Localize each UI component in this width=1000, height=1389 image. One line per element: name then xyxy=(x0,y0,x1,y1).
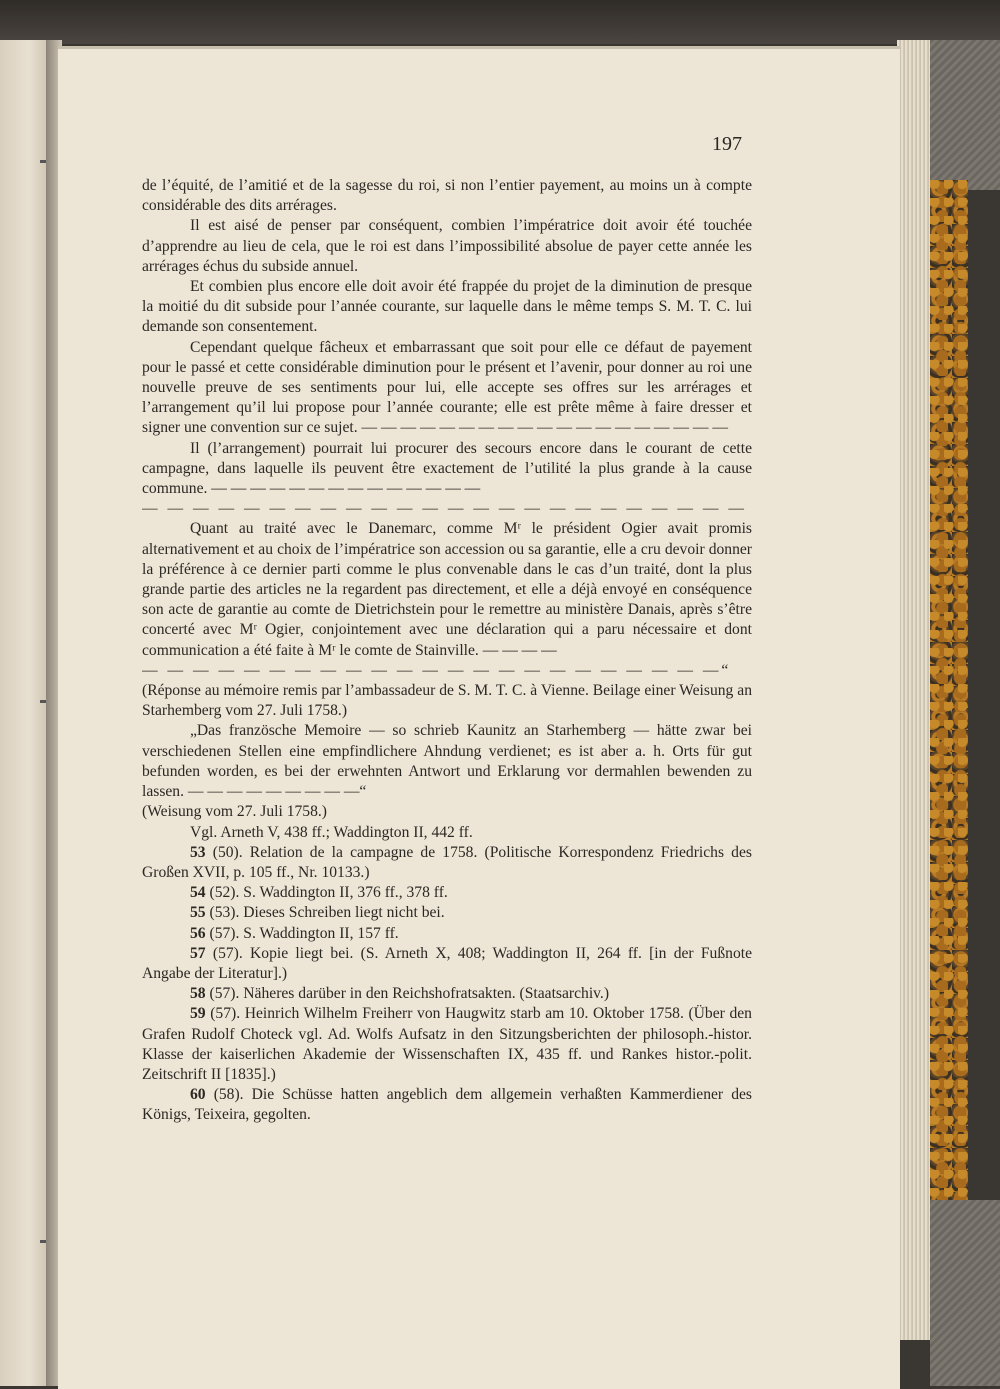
note-ref: (52). xyxy=(209,884,240,902)
paragraph: Quant au traité avec le Danemarc, comme Mʳ le président Ogier avait promis alternativement et au choix de l’impératrice son accession ou sa garantie, elle a cru devoir donner la préférence à ce dernier parti comme le plus convenable dans le cas d’un traité, dont la plus grande partie des articles ne la regardent pas directement, et elle a déjà envoyé en conséquence son acte de garantie au comte de Dietrichstein pour le remettre au ministère Danais, après s’être concerté avec Mʳ Ogier, conjointement avec une déclaration qui a paru nécessaire et dont communication a été faite à Mʳ le comte de Stainville. — — — — xyxy=(142,520,752,659)
note-number: 56 xyxy=(190,924,206,942)
facing-page-edge xyxy=(0,40,48,1386)
note-text: S. Waddington II, 376 ff., 378 ff. xyxy=(243,884,448,902)
note-item xyxy=(142,843,752,883)
book-cover-cloth xyxy=(930,40,1000,190)
body-text xyxy=(142,176,752,1126)
note-ref: (57). xyxy=(212,944,243,962)
note-item xyxy=(142,984,752,1004)
note-item xyxy=(142,924,752,944)
paragraph: Et combien plus encore elle doit avoir été frappée du projet de la diminution de presque la moitié du dit subside pour l’année courante, sur laquelle dans le même temps S. M. T. C. lui demande son consentement. xyxy=(142,278,752,336)
note-ref: (53). xyxy=(209,904,240,922)
note-number: 59 xyxy=(190,1005,206,1023)
dash-line: — — — — — — — — — — — — — — — — — — — — — — —“ xyxy=(142,661,732,679)
note-number: 58 xyxy=(190,985,206,1003)
note-text: Die Schüsse hatten angeblich dem allgemein verhaßten Kammerdiener des Königs, Teixeira, gegolten. xyxy=(142,1086,752,1124)
note-item xyxy=(142,1085,752,1125)
note-ref: (57). xyxy=(210,1005,241,1023)
page-number: 197 xyxy=(712,133,742,155)
note-item xyxy=(142,944,752,984)
note-number: 55 xyxy=(190,904,206,922)
paragraph: (Weisung vom 27. Juli 1758.) xyxy=(142,803,327,821)
note-number: 54 xyxy=(190,884,206,902)
paragraph: Il est aisé de penser par conséquent, combien l’impératrice doit avoir été touchée d’apprendre au lieu de cela, que le roi est dans l’impossibilité absolue de payer cette année les arrérages échus du subside annuel. xyxy=(142,217,752,275)
note-ref: (58). xyxy=(213,1086,244,1104)
paragraph: „Das französche Memoire — so schrieb Kaunitz an Starhemberg — hätte zwar bei verschiedenen Stellen eine empfindlichere Ahndung verdienet; es ist aber a. h. Orts für gut befunden worden, es bei der erwehnten Antwort und Erklarung vor dermahlen bewenden zu lassen. — — — — — — — — —“ xyxy=(142,722,752,801)
note-text: Dieses Schreiben liegt nicht bei. xyxy=(243,904,445,922)
book-cover-cloth xyxy=(930,1200,1000,1386)
scan-background xyxy=(0,0,1000,44)
note-number: 60 xyxy=(190,1086,206,1104)
paragraph: (Réponse au mémoire remis par l’ambassadeur de S. M. T. C. à Vienne. Beilage einer Weisung an Starhemberg vom 27. Juli 1758.) xyxy=(142,682,752,720)
dash-line: — — — — — — — — — — — — — — — — — — — — — — — — xyxy=(142,500,747,518)
note-number: 53 xyxy=(190,843,206,861)
note-ref: (57). xyxy=(209,924,240,942)
marbled-cover-edge xyxy=(930,180,968,1210)
note-ref: (50). xyxy=(212,843,243,861)
paragraph: Vgl. Arneth V, 438 ff.; Waddington II, 442 ff. xyxy=(190,823,473,841)
paragraph: Cependant quelque fâcheux et embarrassant que soit pour elle ce défaut de payement pour le passé et cette considérable diminution pour le présent et l’avenir, pour donner au roi une nouvelle preuve de ses sentiments pour lui, elle accepte ses offres sur les arrérages et l’arrangement qu’il lui propose pour l’année courante; elle est prête même à faire dresser et signer une convention sur ce sujet. — — — — — — — — — — — — — — — — — — — xyxy=(142,338,752,437)
note-item xyxy=(142,903,752,923)
note-ref: (57). xyxy=(209,985,240,1003)
note-item xyxy=(142,883,752,903)
paragraph: de l’équité, de l’amitié et de la sagesse du roi, si non l’entier payement, au moins un à compte considérable des dits arrérages. xyxy=(142,177,752,215)
note-text: Relation de la campagne de 1758. (Politische Korrespondenz Friedrichs des Großen XVII, p. 105 ff., Nr. 10133.) xyxy=(142,843,752,881)
note-item xyxy=(142,1004,752,1085)
note-number: 57 xyxy=(190,944,206,962)
note-text: Heinrich Wilhelm Freiherr von Haugwitz starb am 10. Oktober 1758. (Über den Grafen Rudolf Choteck vgl. Ad. Wolfs Aufsatz in den Sitzungsberichten der philosoph.-histor. Klasse der kaiserlichen Akademie der Wissenschaften IX, 435 ff. und Rankes histor.-polit. Zeitschrift II [1835].) xyxy=(142,1005,752,1083)
paragraph: Il (l’arrangement) pourrait lui procurer des secours encore dans le courant de cette campagne, dans laquelle ils peuvent être exactement de l’utilité la plus grande à la cause commune. — — — — — — — — — — — — — — xyxy=(142,439,752,498)
note-text: Kopie liegt bei. (S. Arneth X, 408; Waddington II, 264 ff. [in der Fußnote Angabe der Literatur].) xyxy=(142,944,752,982)
note-text: S. Waddington II, 157 ff. xyxy=(243,924,399,942)
note-text: Näheres darüber in den Reichshofratsakten. (Staatsarchiv.) xyxy=(243,985,610,1003)
